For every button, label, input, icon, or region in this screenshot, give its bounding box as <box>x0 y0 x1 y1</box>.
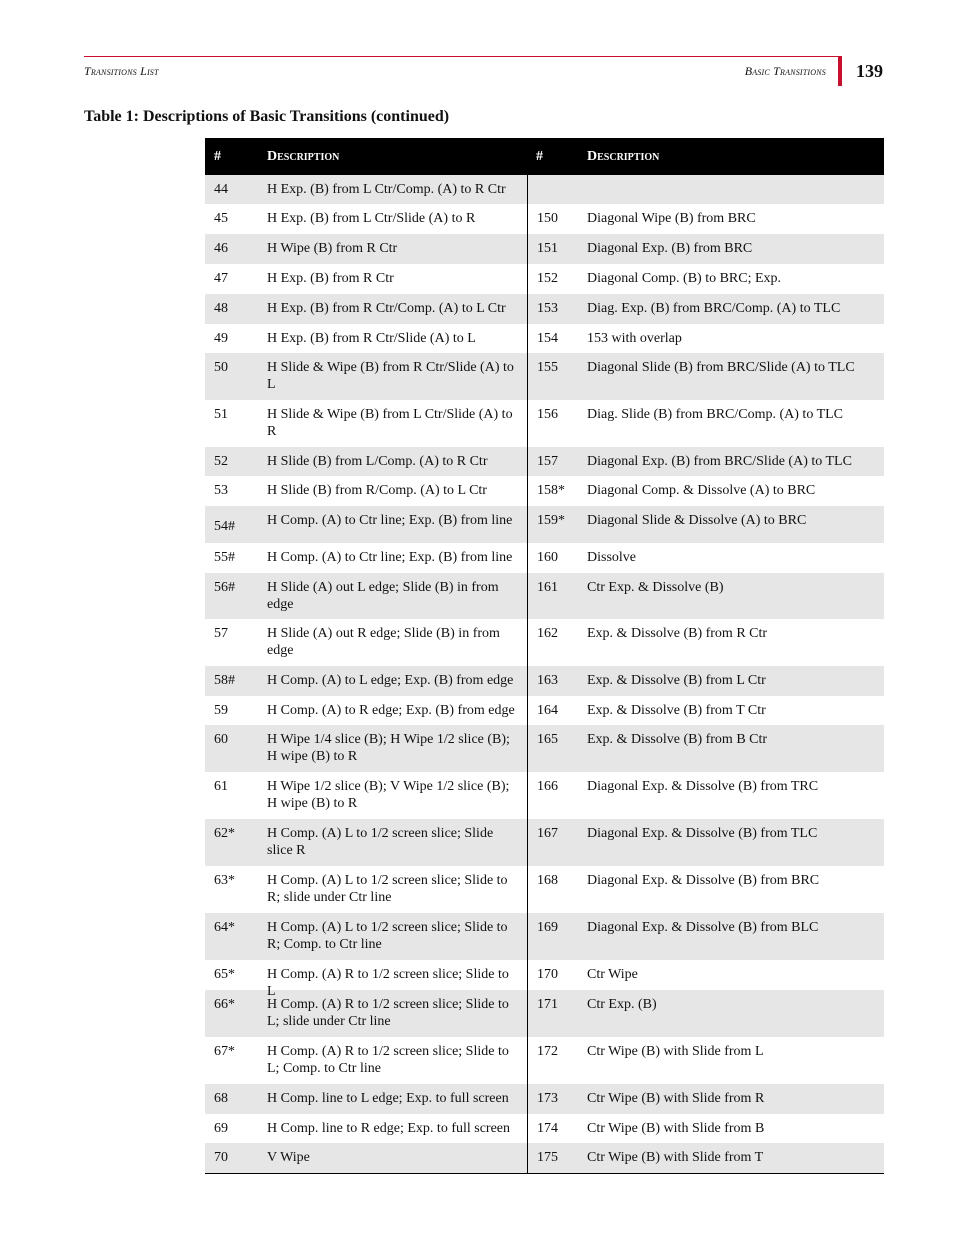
table-row <box>205 1037 884 1084</box>
cell-number-left: 44 <box>214 182 228 197</box>
cell-number-left: 47 <box>214 271 228 286</box>
cell-description-left: H Comp. (A) to R edge; Exp. (B) from edge <box>267 703 515 718</box>
cell-number-right: 156 <box>537 407 558 422</box>
table-row <box>205 400 884 447</box>
cell-description-left: H Exp. (B) from R Ctr/Slide (A) to L <box>267 331 476 346</box>
cell-number-left: 60 <box>214 732 228 747</box>
cell-description-left: H Slide & Wipe (B) from R Ctr/Slide (A) to L <box>267 360 514 392</box>
cell-description-left: H Slide (A) out L edge; Slide (B) in from edge <box>267 580 499 612</box>
cell-number-right: 151 <box>537 241 558 256</box>
cell-description-left: H Comp. (A) to L edge; Exp. (B) from edge <box>267 673 514 688</box>
table-row <box>205 866 884 913</box>
cell-number-left: 51 <box>214 407 228 422</box>
cell-description-left: H Slide & Wipe (B) from L Ctr/Slide (A) to R <box>267 407 513 439</box>
cell-number-right: 154 <box>537 331 558 346</box>
cell-description-left: H Comp. (A) to Ctr line; Exp. (B) from line <box>267 550 513 565</box>
cell-description-right: Ctr Wipe <box>587 967 638 982</box>
cell-number-right: 150 <box>537 211 558 226</box>
cell-number-left: 50 <box>214 360 228 375</box>
table-row <box>205 990 884 1037</box>
cell-number-left: 54# <box>214 519 235 534</box>
column-header-description-2: Description <box>587 148 660 164</box>
cell-number-left: 63* <box>214 873 235 888</box>
cell-number-right: 163 <box>537 673 558 688</box>
cell-number-right: 162 <box>537 626 558 641</box>
cell-description-right: Ctr Exp. & Dissolve (B) <box>587 580 724 595</box>
table-row <box>205 960 884 999</box>
cell-number-right: 160 <box>537 550 558 565</box>
cell-description-right: Diag. Slide (B) from BRC/Comp. (A) to TLC <box>587 407 844 422</box>
header-accent-bar <box>838 56 842 86</box>
cell-number-right: 165 <box>537 732 558 747</box>
cell-description-left: H Comp. (A) L to 1/2 screen slice; Slide to R; Comp. to Ctr line <box>267 920 508 952</box>
cell-number-right: 159* <box>537 513 565 528</box>
cell-description-left: H Comp. (A) L to 1/2 screen slice; Slide slice R <box>267 826 494 858</box>
cell-number-right: 167 <box>537 826 558 841</box>
cell-description-right: Ctr Wipe (B) with Slide from R <box>587 1091 765 1106</box>
table-row <box>205 543 884 573</box>
cell-number-right: 155 <box>537 360 558 375</box>
table-row <box>205 819 884 866</box>
cell-description-right: Diag. Exp. (B) from BRC/Comp. (A) to TLC <box>587 301 841 316</box>
cell-description-right: Ctr Wipe (B) with Slide from T <box>587 1150 764 1165</box>
cell-number-right: 169 <box>537 920 558 935</box>
cell-number-left: 52 <box>214 454 228 469</box>
cell-description-right: Diagonal Exp. & Dissolve (B) from BLC <box>587 920 819 935</box>
table-row <box>205 506 884 543</box>
cell-number-right: 171 <box>537 997 558 1012</box>
cell-description-right: Exp. & Dissolve (B) from R Ctr <box>587 626 768 641</box>
table-row <box>205 1084 884 1114</box>
cell-number-right: 164 <box>537 703 558 718</box>
cell-number-left: 64* <box>214 920 235 935</box>
cell-description-left: H Exp. (B) from L Ctr/Slide (A) to R <box>267 211 476 226</box>
cell-number-right: 175 <box>537 1150 558 1165</box>
cell-description-left: H Comp. (A) R to 1/2 screen slice; Slide to L; Comp. to Ctr line <box>267 1044 509 1076</box>
cell-description-left: H Wipe 1/4 slice (B); H Wipe 1/2 slice (B); H wipe (B) to R <box>267 732 510 764</box>
cell-description-left: H Exp. (B) from R Ctr/Comp. (A) to L Ctr <box>267 301 506 316</box>
cell-description-right: Dissolve <box>587 550 636 565</box>
cell-number-left: 49 <box>214 331 228 346</box>
cell-description-left: V Wipe <box>267 1150 310 1165</box>
table-row <box>205 234 884 264</box>
cell-number-left: 48 <box>214 301 228 316</box>
cell-description-right <box>587 175 884 204</box>
cell-number-right: 168 <box>537 873 558 888</box>
header-rule <box>84 56 838 57</box>
transitions-table <box>205 138 884 1174</box>
cell-number-left: 53 <box>214 483 228 498</box>
table-row <box>205 175 884 204</box>
cell-description-left: H Comp. (A) R to 1/2 screen slice; Slide to L <box>267 967 509 999</box>
cell-description-right: Diagonal Slide (B) from BRC/Slide (A) to TLC <box>587 360 855 375</box>
table-row <box>205 1143 884 1173</box>
table-row <box>205 913 884 960</box>
cell-description-right: Exp. & Dissolve (B) from B Ctr <box>587 732 768 747</box>
cell-description-left: H Slide (B) from R/Comp. (A) to L Ctr <box>267 483 487 498</box>
table-body <box>205 175 884 1174</box>
cell-number-left: 55# <box>214 550 235 565</box>
table-row <box>205 264 884 294</box>
cell-description-right: Diagonal Exp. & Dissolve (B) from TLC <box>587 826 818 841</box>
cell-number-right: 173 <box>537 1091 558 1106</box>
cell-description-left: H Wipe 1/2 slice (B); V Wipe 1/2 slice (B); H wipe (B) to R <box>267 779 510 811</box>
cell-description-right: Diagonal Comp. & Dissolve (A) to BRC <box>587 483 816 498</box>
cell-description-right: Diagonal Exp. (B) from BRC <box>587 241 753 256</box>
cell-number-left: 69 <box>214 1121 228 1136</box>
running-header-left: Transitions List <box>84 64 159 78</box>
table-header-row <box>205 138 884 175</box>
cell-description-left: H Comp. line to L edge; Exp. to full screen <box>267 1091 509 1106</box>
cell-description-right: Diagonal Exp. & Dissolve (B) from BRC <box>587 873 820 888</box>
cell-description-left: H Comp. (A) R to 1/2 screen slice; Slide to L; slide under Ctr line <box>267 997 509 1029</box>
cell-number-left: 70 <box>214 1150 228 1165</box>
cell-number-left: 62* <box>214 826 235 841</box>
table-row <box>205 725 884 772</box>
cell-number-left: 46 <box>214 241 228 256</box>
column-header-number-1: # <box>214 148 221 164</box>
table-row <box>205 294 884 324</box>
cell-description-right: Ctr Wipe (B) with Slide from B <box>587 1121 765 1136</box>
cell-number-right: 161 <box>537 580 558 595</box>
cell-number-right: 174 <box>537 1121 558 1136</box>
table-row <box>205 353 884 400</box>
table-row <box>205 696 884 725</box>
cell-number-left: 65* <box>214 967 235 982</box>
cell-description-left: H Wipe (B) from R Ctr <box>267 241 398 256</box>
table-row <box>205 1114 884 1143</box>
cell-description-left: H Comp. line to R edge; Exp. to full screen <box>267 1121 511 1136</box>
cell-number-left: 59 <box>214 703 228 718</box>
cell-description-left: H Slide (B) from L/Comp. (A) to R Ctr <box>267 454 488 469</box>
cell-number-right: 172 <box>537 1044 558 1059</box>
cell-number-left: 67* <box>214 1044 235 1059</box>
column-header-description-1: Description <box>267 148 340 164</box>
cell-description-right: Exp. & Dissolve (B) from L Ctr <box>587 673 766 688</box>
cell-number-left: 45 <box>214 211 228 226</box>
cell-number-right <box>528 175 587 204</box>
cell-number-right: 158* <box>537 483 565 498</box>
cell-number-left: 57 <box>214 626 228 641</box>
cell-description-left: H Exp. (B) from R Ctr <box>267 271 394 286</box>
cell-number-right: 170 <box>537 967 558 982</box>
cell-number-left: 66* <box>214 997 235 1012</box>
table-row <box>205 619 884 666</box>
cell-number-right: 152 <box>537 271 558 286</box>
cell-description-right: Diagonal Exp. & Dissolve (B) from TRC <box>587 779 819 794</box>
table-title: Table 1: Descriptions of Basic Transitions (continued) <box>84 108 450 125</box>
table-row <box>205 573 884 619</box>
table-row <box>205 772 884 819</box>
cell-description-right: Diagonal Comp. (B) to BRC; Exp. <box>587 271 782 286</box>
cell-number-right: 157 <box>537 454 558 469</box>
cell-description-left: H Comp. (A) to Ctr line; Exp. (B) from line <box>267 513 513 528</box>
cell-number-left: 68 <box>214 1091 228 1106</box>
cell-description-left: H Comp. (A) L to 1/2 screen slice; Slide to R; slide under Ctr line <box>267 873 508 905</box>
cell-description-right: Exp. & Dissolve (B) from T Ctr <box>587 703 766 718</box>
table-row <box>205 324 884 353</box>
cell-description-right: Diagonal Wipe (B) from BRC <box>587 211 756 226</box>
cell-number-right: 153 <box>537 301 558 316</box>
running-header-right: Basic Transitions <box>744 64 826 78</box>
column-header-number-2: # <box>536 148 543 164</box>
column-divider <box>527 175 528 1173</box>
cell-description-right: Diagonal Exp. (B) from BRC/Slide (A) to TLC <box>587 454 852 469</box>
table-row <box>205 204 884 234</box>
cell-description-right: Ctr Wipe (B) with Slide from L <box>587 1044 764 1059</box>
cell-description-left: H Exp. (B) from L Ctr/Comp. (A) to R Ctr <box>267 182 506 197</box>
table-row <box>205 476 884 506</box>
cell-description-right: 153 with overlap <box>587 331 682 346</box>
table-row <box>205 447 884 476</box>
cell-number-left: 61 <box>214 779 228 794</box>
cell-number-left: 58# <box>214 673 235 688</box>
cell-number-right: 166 <box>537 779 558 794</box>
cell-description-right: Diagonal Slide & Dissolve (A) to BRC <box>587 513 807 528</box>
table-row <box>205 666 884 696</box>
page-number: 139 <box>856 61 883 81</box>
cell-description-right: Ctr Exp. (B) <box>587 997 657 1012</box>
cell-description-left: H Slide (A) out R edge; Slide (B) in from edge <box>267 626 500 658</box>
cell-number-left: 56# <box>214 580 235 595</box>
